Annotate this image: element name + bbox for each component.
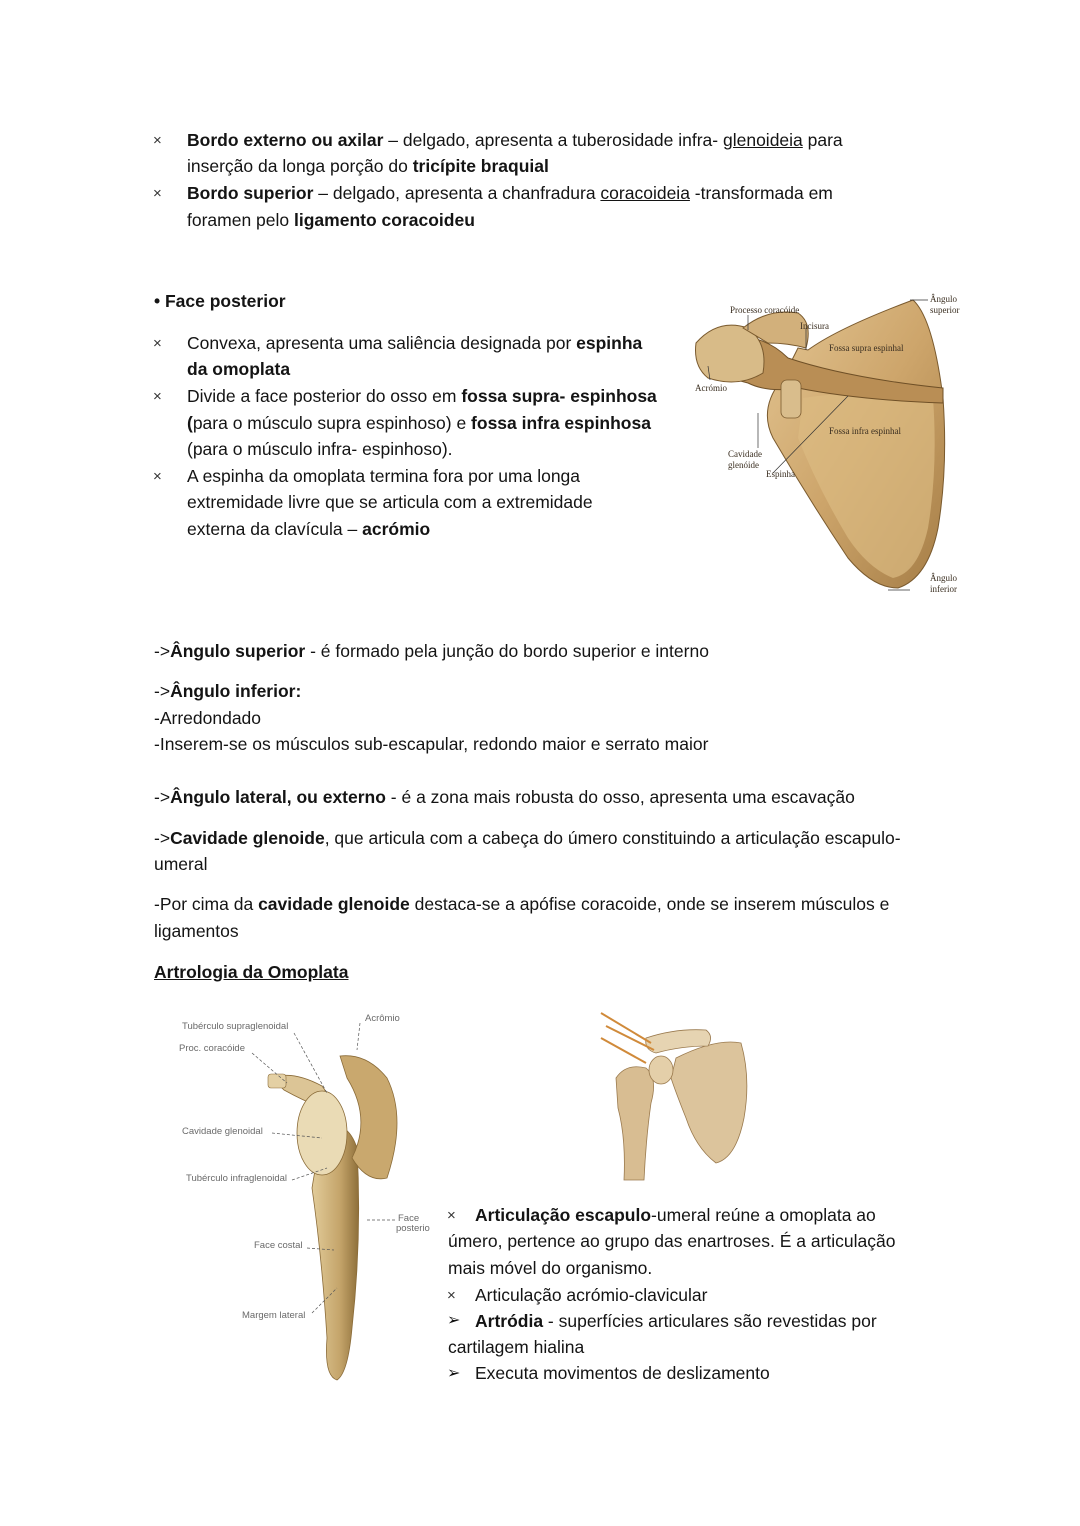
text: para o músculo supra espinhoso) e	[192, 413, 472, 433]
term: Cavidade glenoide	[170, 828, 325, 848]
divide-line3: (para o músculo infra- espinhoso).	[187, 439, 453, 459]
text: inserção da longa porção do	[187, 156, 413, 176]
divide-line1	[187, 383, 657, 410]
label-face-posterior-2: posterio	[396, 1223, 430, 1234]
bordo-externo-line2	[187, 153, 549, 180]
text: - superfícies articulares são revestidas por	[543, 1311, 877, 1331]
label-angulo-superior-2: superior	[930, 305, 960, 315]
label-face-costal: Face costal	[254, 1240, 303, 1251]
divide-line2	[187, 410, 651, 437]
deslizamento-line: Executa movimentos de deslizamento	[475, 1363, 770, 1383]
label-face-posterior: Face	[398, 1213, 420, 1224]
articulacao-escapulo-line1	[475, 1202, 876, 1229]
term: Bordo superior	[187, 183, 314, 203]
term: Articulação escapulo	[475, 1205, 652, 1225]
term: fossa supra- espinhosa	[461, 386, 657, 406]
term: fossa infra espinhosa	[471, 413, 651, 433]
coracoide-line1	[154, 891, 889, 918]
text: para	[802, 130, 843, 150]
text: - é formado pela junção do bordo superior e interno	[305, 641, 709, 661]
text: -transformada em	[689, 183, 833, 203]
label-cavidade-glenoide-2: glenóide	[728, 460, 759, 470]
label-tuberculo-supraglenoidal: Tubérculo supraglenoidal	[182, 1021, 289, 1032]
label-tuberculo-infraglenoidal: Tubérculo infraglenoidal	[186, 1173, 288, 1184]
espinha-line3	[187, 516, 430, 543]
scapula-lateral-illustration	[172, 1008, 442, 1388]
bullet-x-marker: ×	[153, 335, 162, 352]
angulo-inferior-detail-1: -Arredondado	[154, 708, 262, 728]
cavidade-glenoide-line1	[154, 825, 901, 852]
espinha-line2: extremidade livre que se articula com a extremidade	[187, 492, 593, 512]
shoulder-joint-illustration	[596, 1008, 756, 1183]
scapula-posterior-illustration	[688, 288, 970, 598]
label-acromio-lateral: Acrômio	[365, 1013, 400, 1024]
scapula-posterior-figure	[688, 288, 970, 598]
label-fossa-infra: Fossa infra espinhal	[829, 426, 901, 436]
term: Ângulo lateral, ou externo	[170, 787, 386, 807]
arrowhead-bullet-icon: ➢	[447, 1312, 461, 1329]
label-incisura: Incisura	[800, 321, 829, 331]
term: espinha	[576, 333, 643, 353]
label-proc-coracoide: Proc. coracóide	[179, 1043, 246, 1054]
label-cavidade-glenoidal: Cavidade glenoidal	[182, 1126, 263, 1137]
term: ligamento coracoideu	[294, 210, 475, 230]
text: Convexa, apresenta uma saliência designada por	[187, 333, 577, 353]
articulacao-acromio-line: Articulação acrómio-clavicular	[475, 1285, 708, 1305]
text: – delgado, apresenta a tuberosidade infra-	[383, 130, 723, 150]
arrow-prefix: ->	[154, 787, 171, 807]
label-processo-coracoide: Processo coracóide	[730, 305, 800, 315]
shoulder-joint-figure	[596, 1008, 756, 1183]
arrowhead-bullet-icon: ➢	[447, 1365, 461, 1382]
bordo-superior-line2	[187, 207, 475, 234]
underlined-term: glenoideia	[722, 130, 803, 150]
bullet-x-marker: ×	[447, 1287, 456, 1304]
articulacao-escapulo-line3: mais móvel do organismo.	[448, 1258, 653, 1278]
coracoide-line2: ligamentos	[154, 921, 239, 941]
text: – delgado, apresenta a chanfradura	[313, 183, 601, 203]
angulo-lateral-line	[154, 784, 855, 811]
articulacao-escapulo-line2: úmero, pertence ao grupo das enartroses. É a articulação	[448, 1231, 896, 1251]
convexa-line2: da omoplata	[187, 359, 291, 379]
bordo-superior-line1	[187, 180, 833, 207]
espinha-line1: A espinha da omoplata termina fora por uma longa	[187, 466, 581, 486]
angulo-inferior-detail-2: -Inserem-se os músculos sub-escapular, redondo maior e serrato maior	[154, 734, 709, 754]
artrodia-line2: cartilagem hialina	[448, 1337, 585, 1357]
text: - é a zona mais robusta do osso, apresenta uma escavação	[385, 787, 855, 807]
term: acrómio	[362, 519, 431, 539]
text: foramen pelo	[187, 210, 295, 230]
label-acromio: Acrómio	[695, 383, 727, 393]
term: Ângulo inferior:	[170, 681, 302, 701]
convexa-line1	[187, 330, 642, 357]
bullet-x-marker: ×	[447, 1207, 456, 1224]
angulo-inferior-heading	[154, 678, 301, 705]
angulo-superior-line	[154, 638, 709, 665]
bullet-x-marker: ×	[153, 185, 162, 202]
label-angulo-inferior: Ângulo	[930, 573, 957, 583]
artrologia-heading: Artrologia da Omoplata	[154, 962, 349, 982]
cavidade-glenoide-line2: umeral	[154, 854, 208, 874]
text: destaca-se a apófise coracoide, onde se inserem músculos e	[409, 894, 890, 914]
scapula-lateral-figure	[172, 1008, 442, 1388]
term: Bordo externo ou axilar	[187, 130, 384, 150]
term: Artródia	[475, 1311, 544, 1331]
label-fossa-supra: Fossa supra espinhal	[829, 343, 904, 353]
arrow-prefix: ->	[154, 681, 171, 701]
text: -Por cima da	[154, 894, 259, 914]
text: , que articula com a cabeça do úmero constituindo a articulação escapulo-	[324, 828, 901, 848]
label-angulo-superior: Ângulo	[930, 294, 957, 304]
bullet-x-marker: ×	[153, 468, 162, 485]
bordo-externo-line1	[187, 127, 843, 154]
face-posterior-heading: • Face posterior	[154, 291, 286, 311]
text: -umeral reúne a omoplata ao	[651, 1205, 876, 1225]
arrow-prefix: ->	[154, 641, 171, 661]
label-espinha: Espinha	[766, 469, 795, 479]
artrodia-line1	[475, 1308, 877, 1335]
label-margem-lateral: Margem lateral	[242, 1310, 306, 1321]
underlined-term: coracoideia	[600, 183, 690, 203]
bullet-x-marker: ×	[153, 388, 162, 405]
label-cavidade-glenoide: Cavidade	[728, 449, 762, 459]
arrow-prefix: ->	[154, 828, 171, 848]
paren: (	[187, 413, 193, 433]
bullet-x-marker: ×	[153, 132, 162, 149]
term: cavidade glenoide	[258, 894, 410, 914]
term: tricípite braquial	[412, 156, 549, 176]
text: externa da clavícula –	[187, 519, 363, 539]
term: Ângulo superior	[170, 641, 306, 661]
text: Divide a face posterior do osso em	[187, 386, 462, 406]
label-angulo-inferior-2: inferior	[930, 584, 957, 594]
